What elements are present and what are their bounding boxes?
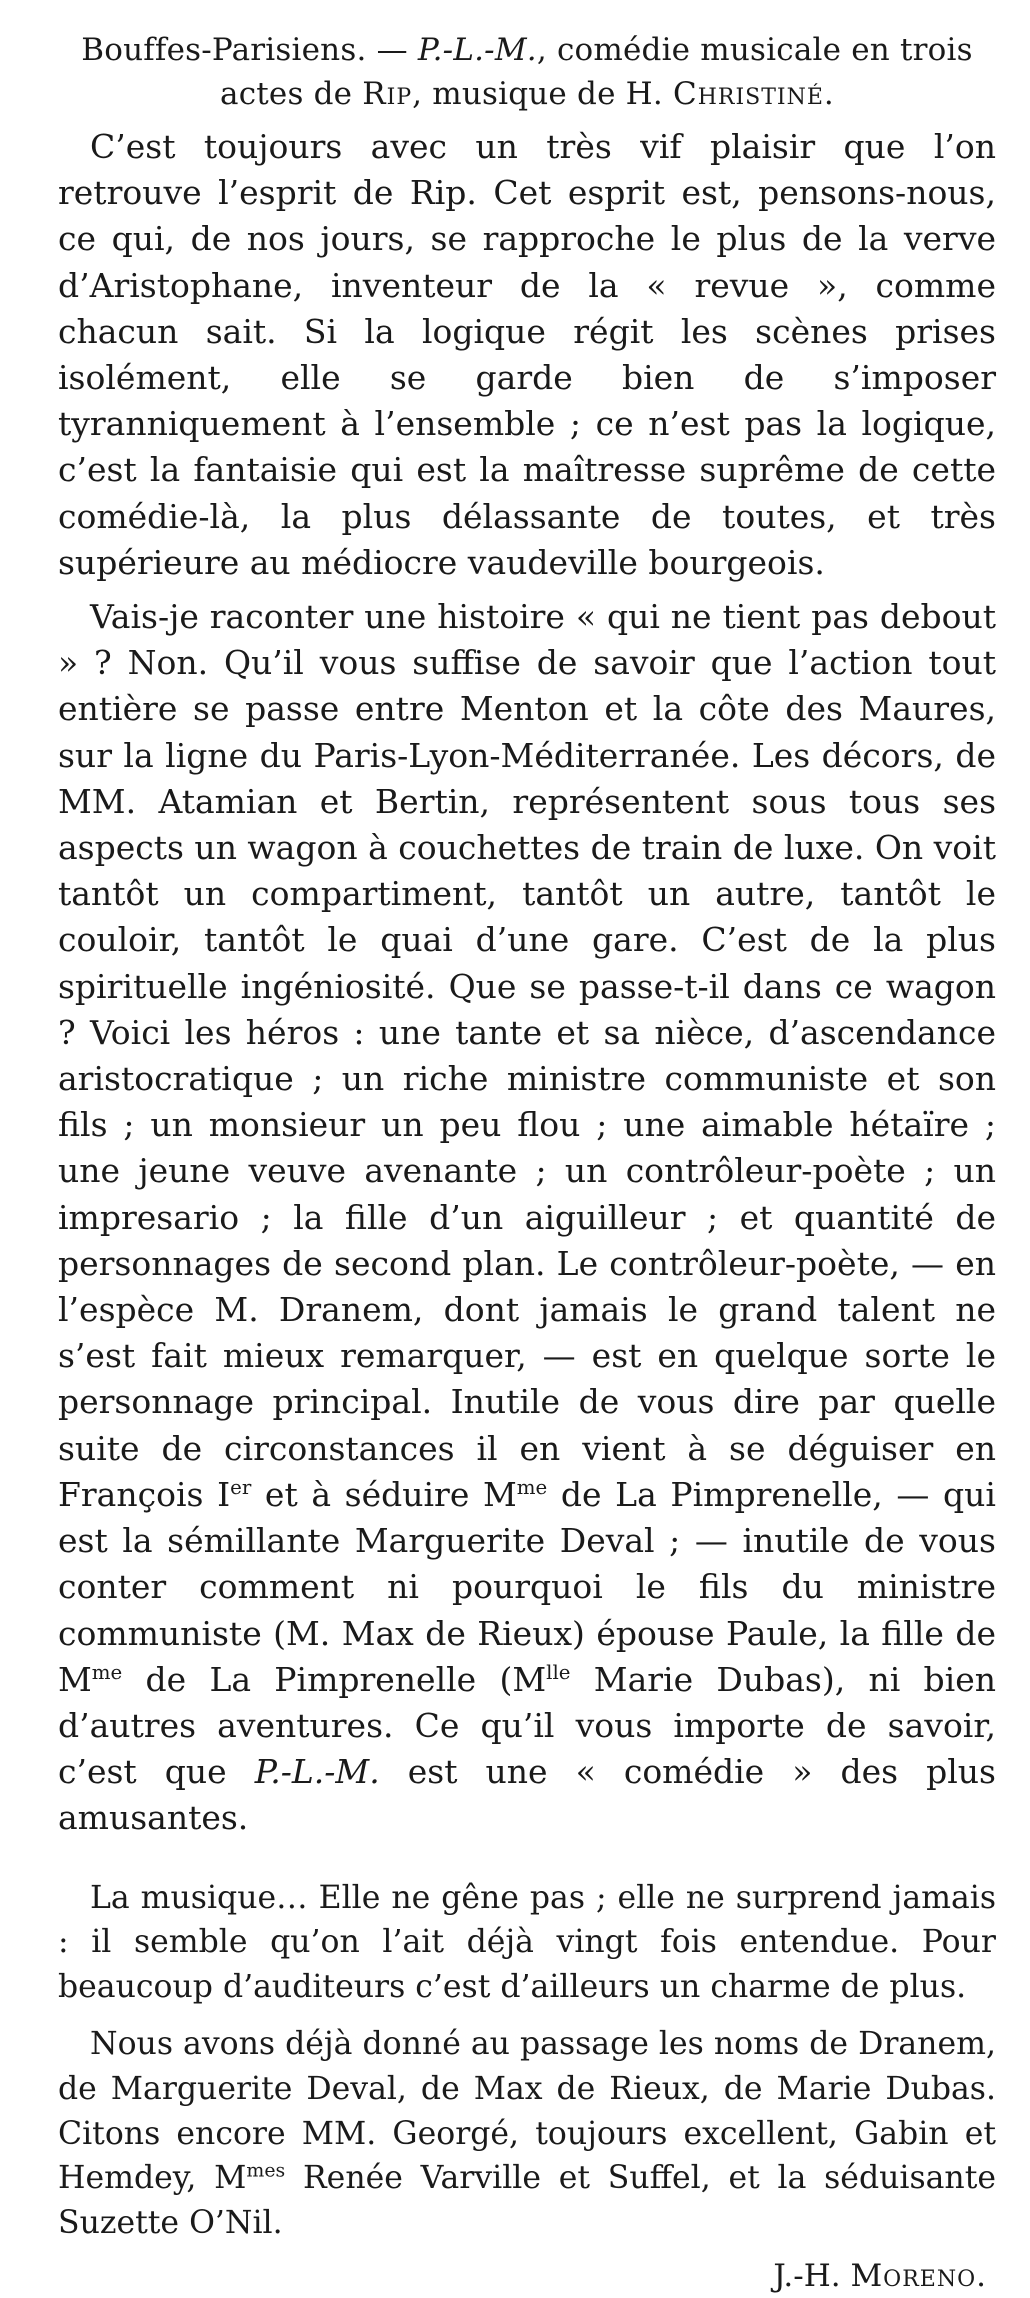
play-title: P.-L.-M. bbox=[417, 32, 537, 68]
cast-text-b: Renée Varville et Suffel, et la séduisante Suzette O’Nil. bbox=[58, 2160, 997, 2242]
heading-subtitle-a: , comédie musicale en trois actes de bbox=[220, 32, 973, 112]
signature-surname: Moreno bbox=[850, 2257, 977, 2294]
author-name: Rip bbox=[362, 76, 413, 112]
plot-text-c: de La Pimprenelle, — qui est la sémillante Marguerite Deval ; — inutile de vous conter comment ni pourquoi le fils du ministre communiste (M. Max de Rieux) épouse Paule, la fille de M bbox=[58, 1474, 996, 1699]
cast-text-a: Nous avons déjà donné au passage les noms de Dranem, de Marguerite Deval, de Max de Rieux, de Marie Dubas. Citons encore MM. Georgé, toujours excellent, Gabin et Hemdey, M bbox=[58, 2025, 996, 2197]
plot-title-ref: P.-L.-M. bbox=[254, 1752, 380, 1792]
author-signature bbox=[58, 2254, 996, 2298]
plot-sup-4: lle bbox=[546, 1660, 571, 1684]
paragraph-intro: C’est toujours avec un très vif plaisir que l’on retrouve l’esprit de Rip. Cet esprit est, pensons-nous, ce qui, de nos jours, se rapproche le plus de la verve d’Aristophane, inventeur de la « revue », comme chacun sait. Si la logique régit les scènes prises isolément, elle se garde bien de s’imposer tyranniquement à l’ensemble ; ce n’est pas la logique, c’est la fantaisie qui est la maîtresse suprême de cette comédie-là, la plus délassante de toutes, et très supérieure au médiocre vaudeville bourgeois. bbox=[58, 127, 996, 582]
paragraph-plot bbox=[58, 594, 996, 1841]
plot-text-b: et à séduire M bbox=[251, 1474, 517, 1514]
signature-initials: J.-H. bbox=[773, 2257, 851, 2294]
plot-sup-2: me bbox=[516, 1475, 548, 1499]
plot-text-a: Vais-je raconter une histoire « qui ne tient pas debout » ? Non. Qu’il vous suffise de savoir que l’action tout entière se passe entre Menton et la côte des Maures, sur la ligne du Paris-Lyon-Méditerranée. Les décors, de MM. Atamian et Bertin, représentent sous tous ses aspects un wagon à couchettes de train de luxe. On voit tantôt un compartiment, tantôt un autre, tantôt le couloir, tantôt le quai d’une gare. C’est de la plus spirituelle ingéniosité. Que se passe-t-il dans ce wagon ? Voici les héros : une tante et sa nièce, d’ascendance aristocratique ; un riche ministre communiste et son fils ; un monsieur un peu flou ; une aimable hétaïre ; une jeune veuve avenante ; un contrôleur-poète ; un impresario ; la fille d’un aiguilleur ; et quantité de personnages de second plan. Le contrôleur-poète, — en l’espèce M. Dranem, dont jamais le grand talent ne s’est fait mieux remarquer, — est en quelque sorte le personnage principal. Inutile de vous dire par quelle suite de circonstances il en vient à se déguiser en François I bbox=[58, 597, 996, 1514]
theatre-name: Bouffes-Parisiens. bbox=[81, 32, 367, 68]
plot-text-e: Marie Dubas), ni bien d’autres aventures. Ce qu’il vous importe de savoir, c’est que bbox=[58, 1659, 996, 1792]
cast-sup-1: mes bbox=[246, 2159, 286, 2182]
heading-subtitle-b: , musique de H. bbox=[412, 76, 674, 112]
review-article bbox=[58, 28, 996, 2298]
signature-end: . bbox=[976, 2257, 986, 2294]
heading-end: . bbox=[823, 76, 834, 112]
plot-sup-3: me bbox=[91, 1660, 123, 1684]
plot-text-d: de La Pimprenelle (M bbox=[122, 1659, 547, 1699]
plot-sup-1: er bbox=[230, 1475, 252, 1499]
paragraph-music: La musique… Elle ne gêne pas ; elle ne surprend jamais : il semble qu’on l’ait déjà vingt fois entendue. Pour beaucoup d’auditeurs c’est d’ailleurs un charme de plus. bbox=[58, 1879, 996, 2006]
article-heading bbox=[58, 28, 996, 116]
heading-dash: — bbox=[366, 32, 418, 68]
plot-text-f: est une « comédie » des plus amusantes. bbox=[58, 1752, 996, 1838]
composer-name: Christiné bbox=[673, 76, 824, 112]
paragraph-cast bbox=[58, 2022, 996, 2246]
